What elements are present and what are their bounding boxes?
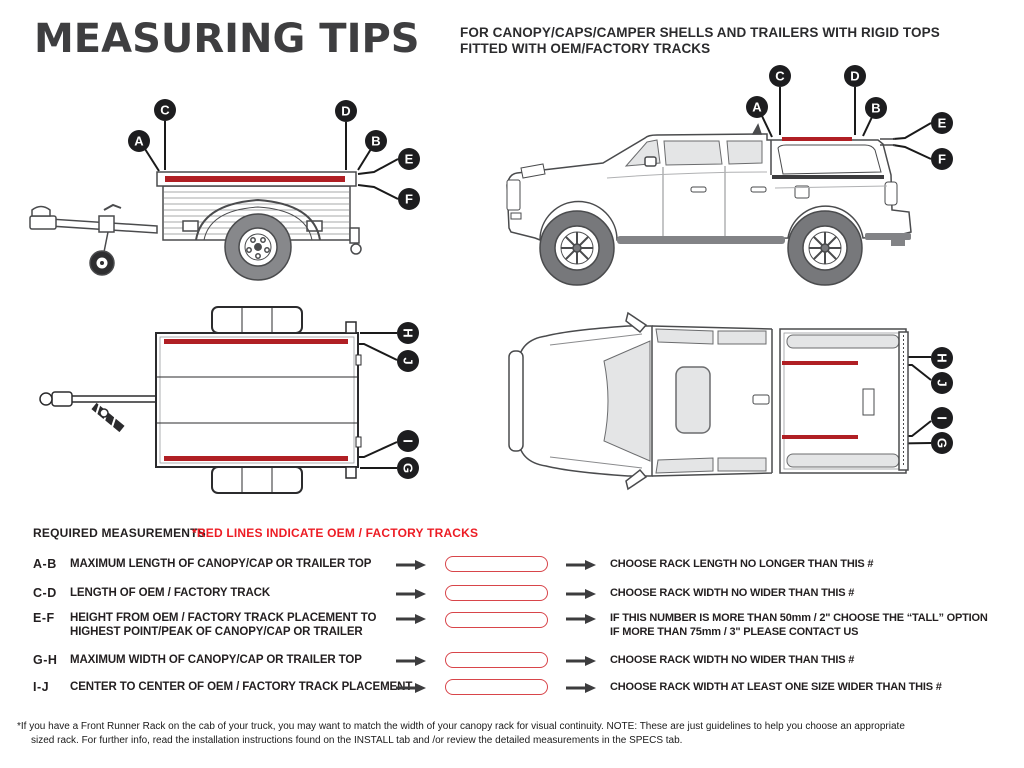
subtitle-line-1: FOR CANOPY/CAPS/CAMPER SHELLS AND TRAILERS WITH RIGID TOPS bbox=[460, 25, 940, 40]
truck-side-drawing bbox=[507, 125, 911, 285]
measurement-id: C-D bbox=[33, 586, 57, 600]
measurement-description: MAXIMUM WIDTH OF CANOPY/CAP OR TRAILER TOP bbox=[70, 654, 362, 666]
marker-i-label: I bbox=[934, 416, 950, 420]
truck-top-view-diagram bbox=[500, 305, 1020, 520]
marker-j-label: J bbox=[400, 357, 416, 365]
measurement-value-box bbox=[445, 679, 548, 695]
trailer-top-view-diagram bbox=[30, 305, 450, 505]
marker-c-label: C bbox=[775, 68, 785, 84]
marker-a-label: A bbox=[752, 99, 762, 115]
measurement-row-ij bbox=[0, 680, 1024, 696]
measurement-row-ef bbox=[0, 611, 1024, 641]
measurement-id: I-J bbox=[33, 680, 50, 694]
marker-d-label: D bbox=[341, 103, 351, 119]
arrow-icon bbox=[396, 588, 426, 600]
trailer-top-track-red-line-top bbox=[164, 339, 348, 344]
measurement-guidance: CHOOSE RACK WIDTH AT LEAST ONE SIZE WIDER THAN THIS # bbox=[610, 681, 942, 693]
measurement-description: CENTER TO CENTER OF OEM / FACTORY TRACK PLACEMENT bbox=[70, 681, 413, 693]
marker-e-label: E bbox=[404, 151, 414, 167]
measurement-value-box bbox=[445, 612, 548, 628]
truck-top-markers bbox=[931, 347, 953, 454]
measurement-description-line2: HIGHEST POINT/PEAK OF CANOPY/CAP OR TRAILER bbox=[70, 626, 363, 638]
marker-a-label: A bbox=[134, 133, 144, 149]
measurement-guidance-line2: IF MORE THAN 75mm / 3" PLEASE CONTACT US bbox=[610, 626, 859, 638]
arrow-icon bbox=[396, 682, 426, 694]
truck-top-track-red-line-bottom bbox=[782, 435, 858, 439]
measurement-guidance: CHOOSE RACK WIDTH NO WIDER THAN THIS # bbox=[610, 587, 855, 599]
red-lines-note: *RED LINES INDICATE OEM / FACTORY TRACKS bbox=[192, 526, 479, 540]
required-measurements-heading: REQUIRED MEASUREMENTS bbox=[33, 526, 206, 540]
page-subtitle bbox=[460, 25, 940, 56]
arrow-icon bbox=[396, 655, 426, 667]
footnote-line-1: *If you have a Front Runner Rack on the cab of your truck, you may want to match the width of your canopy rack for visual continuity. NOTE: These are just guidelines to help you choose an appropriate bbox=[17, 721, 905, 732]
measurement-row-ab bbox=[0, 557, 1024, 573]
measurement-row-gh bbox=[0, 653, 1024, 669]
trailer-side-drawing bbox=[30, 172, 361, 280]
measurement-value-box bbox=[445, 585, 548, 601]
measurement-value-box bbox=[445, 652, 548, 668]
page-title: MEASURING TIPS bbox=[34, 16, 420, 62]
measurement-description-line1: HEIGHT FROM OEM / FACTORY TRACK PLACEMENT TO bbox=[70, 612, 377, 624]
measurement-guidance: CHOOSE RACK WIDTH NO WIDER THAN THIS # bbox=[610, 654, 855, 666]
arrow-icon bbox=[566, 613, 596, 625]
measurement-id: G-H bbox=[33, 653, 58, 667]
marker-i-label: I bbox=[400, 439, 416, 443]
measurement-id: A-B bbox=[33, 557, 57, 571]
arrow-icon bbox=[566, 655, 596, 667]
measurement-row-cd bbox=[0, 586, 1024, 602]
footnote-line-2: sized rack. For further info, read the installation instructions found on the INSTALL tab and /or review the detailed measurements in the SPECS tab. bbox=[31, 735, 683, 746]
measurement-guidance: CHOOSE RACK LENGTH NO LONGER THAN THIS # bbox=[610, 558, 874, 570]
truck-top-drawing bbox=[509, 313, 908, 489]
measurement-description: LENGTH OF OEM / FACTORY TRACK bbox=[70, 587, 271, 599]
trailer-side-view-diagram bbox=[20, 90, 440, 300]
marker-f-label: F bbox=[405, 191, 413, 207]
marker-b-label: B bbox=[371, 133, 381, 149]
marker-g-label: G bbox=[400, 462, 416, 474]
arrow-icon bbox=[566, 588, 596, 600]
arrow-icon bbox=[566, 682, 596, 694]
trailer-side-track-red-line bbox=[165, 176, 345, 182]
trailer-top-drawing bbox=[40, 307, 361, 493]
marker-b-label: B bbox=[871, 100, 881, 116]
arrow-icon bbox=[396, 559, 426, 571]
marker-g-label: G bbox=[934, 437, 950, 449]
truck-side-track-red-line bbox=[782, 137, 852, 141]
marker-e-label: E bbox=[937, 115, 947, 131]
measurement-id: E-F bbox=[33, 611, 55, 625]
trailer-top-markers bbox=[397, 322, 419, 479]
trailer-top-track-red-line-bottom bbox=[164, 456, 348, 461]
arrow-icon bbox=[396, 613, 426, 625]
measurement-description: MAXIMUM LENGTH OF CANOPY/CAP OR TRAILER TOP bbox=[70, 558, 372, 570]
measurement-value-box bbox=[445, 556, 548, 572]
marker-j-label: J bbox=[934, 379, 950, 387]
measurement-guidance-line1: IF THIS NUMBER IS MORE THAN 50mm / 2" CHOOSE THE “TALL” OPTION bbox=[610, 612, 988, 624]
marker-f-label: F bbox=[938, 151, 946, 167]
marker-d-label: D bbox=[850, 68, 860, 84]
marker-h-label: H bbox=[400, 328, 416, 338]
truck-top-track-red-line-top bbox=[782, 361, 858, 365]
marker-c-label: C bbox=[160, 102, 170, 118]
marker-h-label: H bbox=[934, 353, 950, 363]
arrow-icon bbox=[566, 559, 596, 571]
truck-side-view-diagram bbox=[495, 60, 1015, 305]
trailer-top-callout-lines bbox=[359, 333, 397, 468]
subtitle-line-2: FITTED WITH OEM/FACTORY TRACKS bbox=[460, 40, 711, 56]
